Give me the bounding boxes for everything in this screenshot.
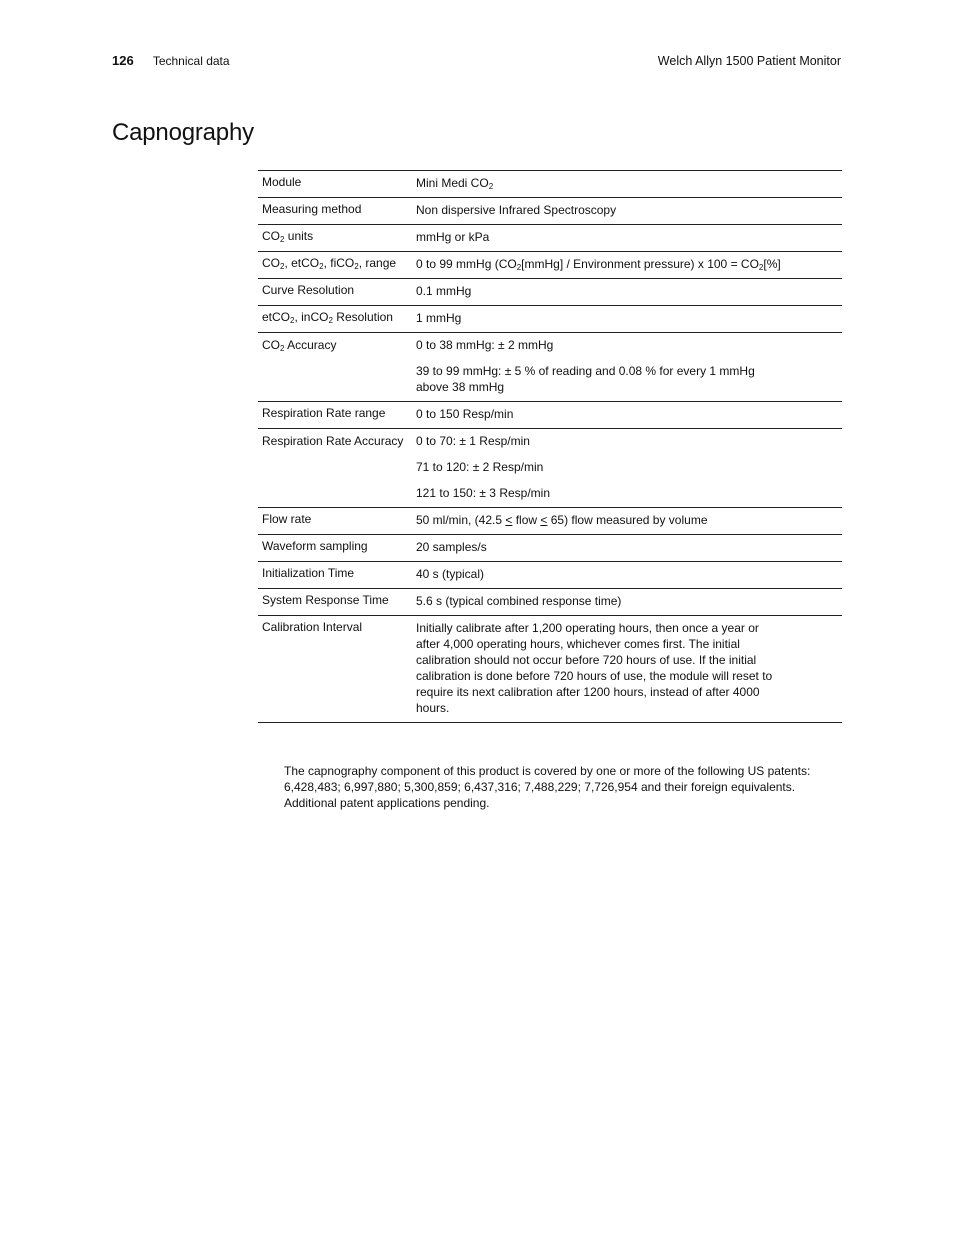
spec-row-respiration-rate-accuracy [258,429,842,508]
spec-value [416,171,842,198]
spec-row-flow-rate [258,508,842,535]
spec-value-line: 121 to 150: ± 3 Resp/min [416,486,550,500]
spec-label: etCO$_2$, inCO$_2$ Resolution [258,306,416,333]
spec-value-line: Initially calibrate after 1,200 operating hours, then once a year or after 4,000 operating hours, whichever comes first. The initial calibration should not occur before 720 hours of use. If the initial calibration is done before 720 hours of use, the module will reset to require its next calibration after 1200 hours, instead of after 4000 hours. [416,621,773,715]
spec-label: $CO_2$ Accuracy [258,333,416,402]
spec-row-waveform-sampling [258,535,842,562]
spec-value-line: 71 to 120: ± 2 Resp/min [416,460,544,474]
spec-value [416,225,842,252]
spec-value-line: 40 s (typical) [416,567,485,581]
spec-value-line: 0 to 99 mmHg ($CO_2[mmHg]$ / Environment pressure) x $100 = CO_2[\%]$ [416,257,781,272]
spec-value [416,252,842,279]
spec-value-line: 39 to 99 mmHg: ± 5 % of reading and 0.08 % for every 1 mmHg above 38 mmHg [416,364,755,394]
spec-value-line: Mini Medi $CO_2$ [416,176,494,191]
spec-value [416,535,842,562]
spec-label: Initialization Time [258,562,416,589]
spec-row-co2-accuracy [258,333,842,402]
spec-value [416,306,842,333]
page-title: Capnography [112,119,254,146]
spec-value [416,402,842,429]
spec-value [416,562,842,589]
capnography-spec-table [258,170,842,723]
spec-value [416,279,842,306]
spec-value-line: 0 to 150 Resp/min [416,407,514,421]
spec-value [416,508,842,535]
spec-label: $CO_2$, etCO$_2$, fiCO$_2$, range [258,252,416,279]
spec-table-body [258,171,842,723]
spec-value-line: 0.1 mmHg [416,284,472,298]
spec-value-line: 20 samples/s [416,540,487,554]
spec-value-line: mmHg or kPa [416,230,490,244]
spec-row-co2-units [258,225,842,252]
spec-value-line: 0 to 38 mmHg: ± 2 mmHg [416,338,554,352]
spec-label: Respiration Rate range [258,402,416,429]
spec-value-line: 1 mmHg [416,311,462,325]
spec-value-line: 0 to 70: ± 1 Resp/min [416,434,530,448]
spec-value [416,333,842,402]
spec-value [416,198,842,225]
spec-row-etco2-inco2-resolution [258,306,842,333]
spec-label: System Response Time [258,589,416,616]
spec-row-system-response-time [258,589,842,616]
spec-label: Module [258,171,416,198]
spec-row-measuring-method [258,198,842,225]
spec-label: Respiration Rate Accuracy [258,429,416,508]
page-number: 126 [112,53,134,68]
product-name: Welch Allyn 1500 Patient Monitor [657,54,841,68]
spec-value [416,616,842,723]
spec-row-respiration-rate-range [258,402,842,429]
spec-label: Curve Resolution [258,279,416,306]
spec-row-module [258,171,842,198]
running-header-left [112,53,230,69]
spec-value [416,589,842,616]
spec-label: $CO_2$ units [258,225,416,252]
spec-value [416,429,842,508]
spec-label: Measuring method [258,198,416,225]
spec-row-curve-resolution [258,279,842,306]
patent-note: The capnography component of this product is covered by one or more of the following US patents: 6,428,483; 6,997,880; 5,300,859; 6,437,316; 7,488,229; 7,726,954 and their foreign equivalents. Additional patent applications pending. [284,764,811,810]
spec-row-co2-etco2-fico2-range [258,252,842,279]
spec-value-line: 50 ml/min, (42.5 < flow < 65) flow measured by volume [416,513,708,527]
spec-row-calibration-interval [258,616,842,723]
spec-value-line: Non dispersive Infrared Spectroscopy [416,203,617,217]
section-name: Technical data [152,54,230,68]
spec-label: Flow rate [258,508,416,535]
spec-label: Calibration Interval [258,616,416,723]
spec-row-initialization-time [258,562,842,589]
spec-value-line: 5.6 s (typical combined response time) [416,594,622,608]
spec-label: Waveform sampling [258,535,416,562]
